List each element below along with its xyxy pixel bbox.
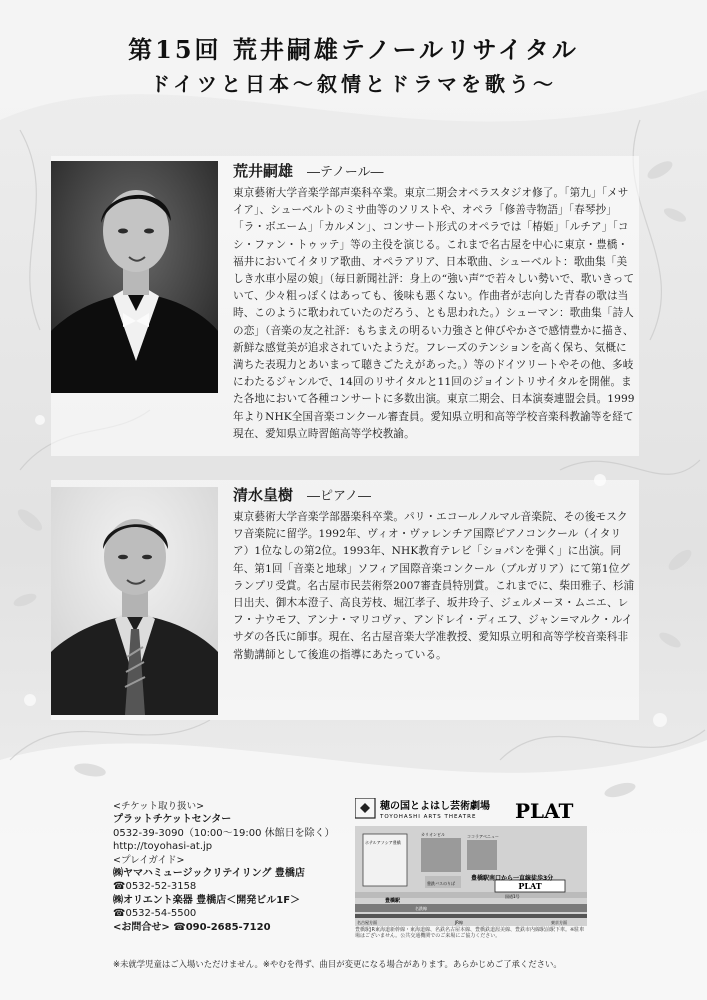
pianist-photo <box>51 487 218 715</box>
map-plat-marker: PLAT <box>518 881 542 891</box>
map-note: 豊橋駅JR東海道新幹線・東海道線、名鉄名古屋本線、豊橋鉄道渥美線、豊鉄市内線駅前駅下車。※駐車場はございません。公共交通機関でのご来場にご協力ください。 <box>355 927 585 940</box>
footer-note: ※未就学児童はご入場いただけません。※やむを得ず、曲目が変更になる場合があります。あらかじめご了承ください。 <box>113 959 562 969</box>
map-label-hotel: ホテルアソシア豊橋 <box>365 840 401 845</box>
concert-title: 第15回 荒井嗣雄テノールリサイタル <box>128 35 579 64</box>
ticket-center-url[interactable]: http://toyohasi-at.jp <box>113 841 213 853</box>
tenor-bio <box>233 160 637 443</box>
playguide-1-phone: ☎0532-52-3158 <box>113 881 197 893</box>
map-label-cocola: ココラアベニュー <box>467 834 499 839</box>
venue-logo: PLAT <box>515 799 574 823</box>
map-label-meitetsu: 名鉄線 <box>415 906 427 911</box>
tenor-bio-text: 東京藝術大学音楽学部声楽科卒業。東京二期会オペラスタジオ修了。「第九」「メサイア」、シューベルトのミサ曲等のソリストや、オペラ「修善寺物語」「春琴抄」「ラ・ボエーム」「カルメン」、コンサート形式のオペラでは「椿姫」「ルチア」「コシ・ファン・トゥッテ」等の主役を演じる。これまで名古屋を中心に東京・豊橋・福井においてイタリア歌曲、オペラアリア、日本歌曲、シューベルト：歌曲集「美しき水車小屋の娘」（毎日新聞社評：身上の“強い声”で若々しい勢いで、歌いきっていて、少々粗っぽくはあっても、後味も悪くない。作曲者が志向した青春の歌は当時、このように歌われていたのだろう、とも思われた。）シューマン：歌曲集「詩人の恋」（音楽の友之社評：もちまえの明るい力強さと伸びやかさで感情豊かに描き、新鮮な感覚美が追求されていたようだ。フレーズのテンションを高く保ち、気概に満ちた表現力とあいまって聴きごたえがあった。）等のドイツリートやその他、多岐にわたるジャンルで、14回のリサイタルと11回のジョイントリサイタルを開催。また各地において各種コンサートに多数出演。東京二期会、日本演奏連盟会員。1999年よりNHK全国音楽コンクール審査員。愛知県立明和高等学校音楽科教諭等を経て現在、愛知県立時習館高等学校教諭。 <box>233 187 635 440</box>
tenor-name: 荒井嗣雄 <box>233 162 294 180</box>
pianist-name: 清水皇樹 <box>233 486 294 504</box>
inquiry-phone: <お問合せ> ☎090-2685-7120 <box>113 921 271 933</box>
ticket-center-phone: 0532-39-3090（10:00〜19:00 休館日を除く） <box>113 827 335 839</box>
map-label-bus: 豊鉄バスのりば <box>427 881 455 886</box>
tenor-name-line <box>233 160 637 181</box>
playguide-heading: <プレイガイド> <box>113 854 185 866</box>
ticket-center-name: プラットチケットセンター <box>113 814 232 826</box>
map-label-station: 豊橋駅 <box>385 898 401 904</box>
ticket-info <box>113 800 338 934</box>
pianist-name-line <box>233 484 637 505</box>
map-label-route1: 国道1号 <box>505 894 520 899</box>
playguide-1-name: ㈱ヤマハミュージックリテイリング 豊橋店 <box>113 868 305 880</box>
ticket-heading: <チケット取り扱い> <box>113 801 205 812</box>
map-label-nagoya: 名古屋方面 <box>357 920 377 925</box>
pianist-bio <box>233 484 637 664</box>
tenor-role: ―テノール― <box>307 165 384 180</box>
pianist-bio-text: 東京藝術大学音楽学部器楽科卒業。パリ・エコールノルマル音楽院、その後モスクワ音楽院に留学。1992年、ヴィオ・ヴァレンチア国際ピアノコンクール（イタリア）1位なしの第2位。1993年、NHK教育テレビ「ショパンを弾く」に出演。同年、第1回「音楽と地球」ソフィア国際音楽コンクール（ブルガリア）にて第1位グランプリ受賞。名古屋市民芸術祭2007審査員特別賞。これまでに、柴田雅子、杉浦日出夫、御木本澄子、高良芳枝、堀江孝子、坂井玲子、ジェルメーヌ・ムニエ、レフ・ナウモフ、アンナ・マリコヴァ、アンドレイ・ディエフ、ジャン=マルク・ルイサダの各氏に師事。現在、名古屋音楽大学准教授、愛知県立明和高等学校音楽科非常勤講師として後進の指導にあたっている。 <box>233 511 635 661</box>
playguide-2-name: ㈱オリエント楽器 豊橋店＜開発ビル1F＞ <box>113 894 301 906</box>
venue-name-jp: 穂の国とよはし芸術劇場 <box>380 801 490 812</box>
map-label-jr: JR線 <box>455 920 463 925</box>
venue-name-en: TOYOHASHI ARTS THEATRE <box>380 814 477 820</box>
tenor-photo <box>51 161 218 393</box>
map-caption: 豊橋駅南口から一直線徒歩3分 <box>471 875 554 882</box>
playguide-2-phone: ☎0532-54-5500 <box>113 908 197 920</box>
pianist-role: ―ピアノ― <box>307 489 371 504</box>
map-label-carillon: カリオンビル <box>421 832 445 837</box>
map-label-tokyo: 東京方面 <box>551 920 567 925</box>
concert-subtitle: ドイツと日本〜叙情とドラマを歌う〜 <box>150 72 557 96</box>
